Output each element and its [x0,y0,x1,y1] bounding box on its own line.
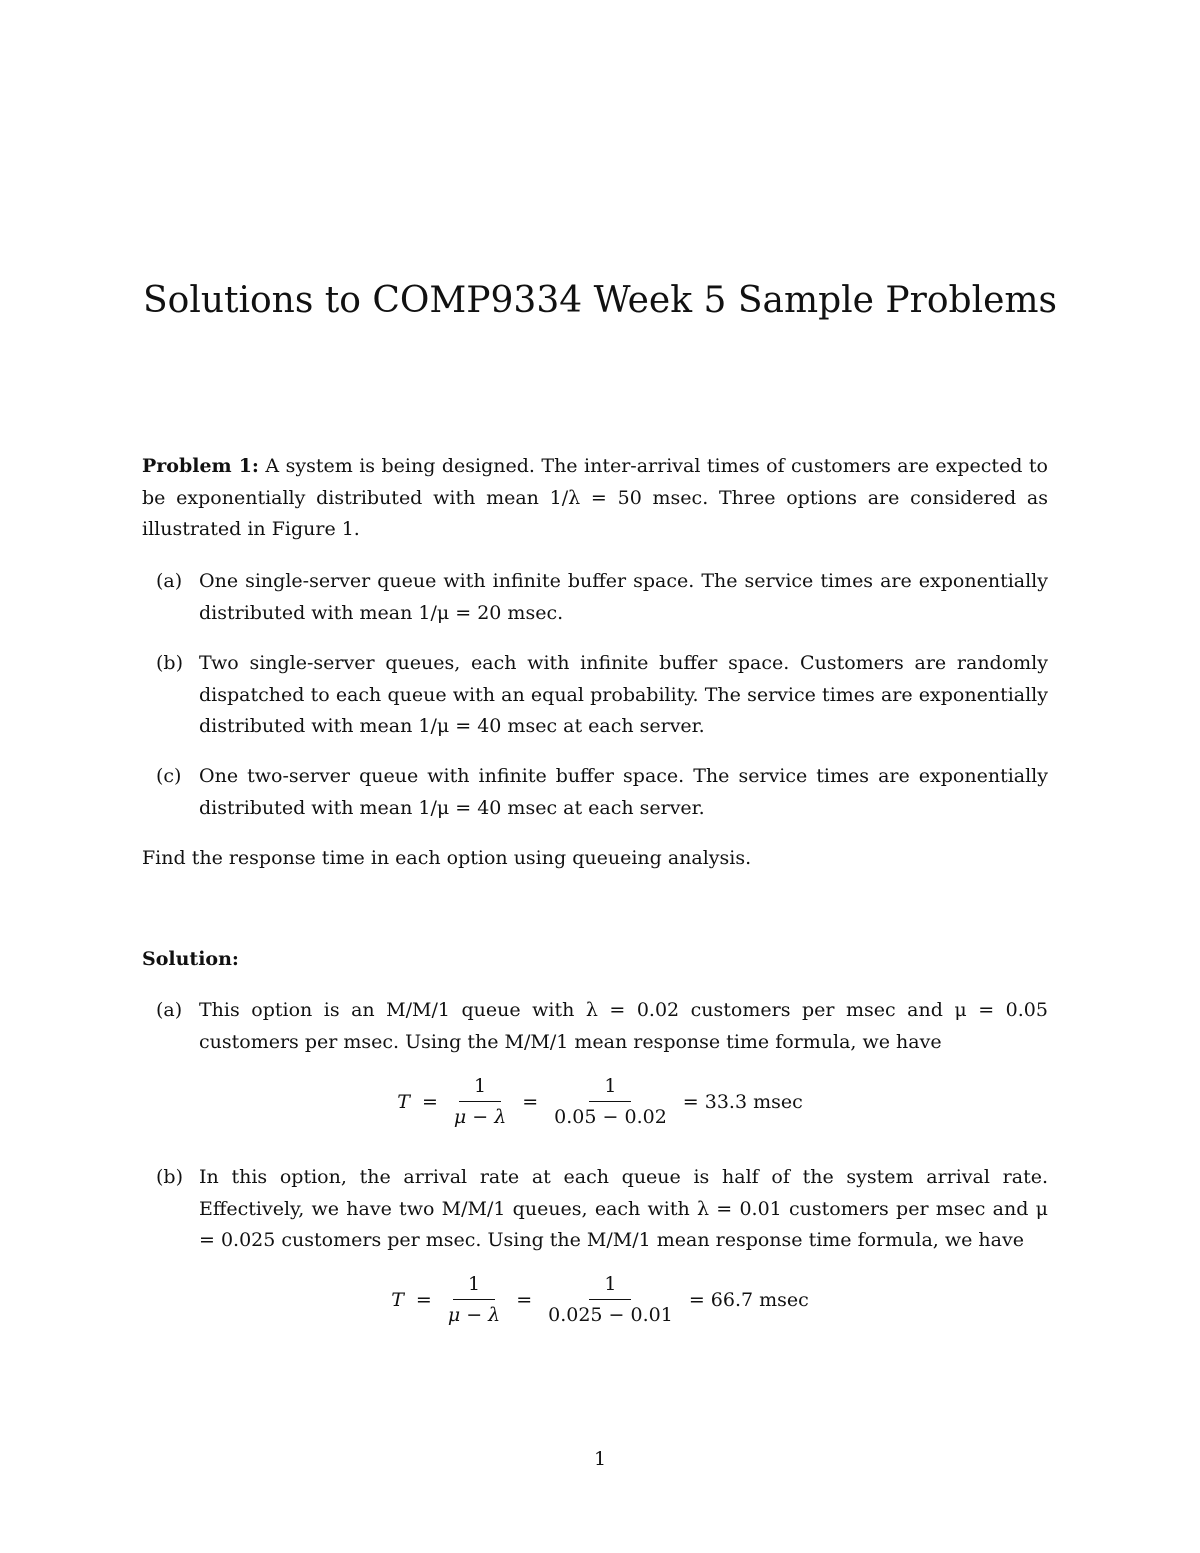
solution-text: This option is an M/M/1 queue with λ = 0.02 customers per msec and μ = 0.05 customers per msec. Using the M/M/1 mean response time formula, we have [199,999,1048,1053]
solution-part-a [156,995,1048,1058]
page-number: 1 [593,1448,607,1470]
fraction-denominator: 0.05 − 0.02 [554,1106,667,1128]
fraction [544,1075,677,1128]
equation-a: T = $\frac{1}{\mu - \lambda}$ = $\frac{1}{0.05 - 0.02}$ = 33.3 msec [0,1075,1200,1128]
option-c [156,761,1048,824]
solution-part-b [156,1162,1048,1257]
fraction-numerator: 1 [453,1273,495,1300]
problem-intro: A system is being designed. The inter-arrival times of customers are expected to be exponentially distributed with mean 1/λ = 50 msec. Three options are considered as illustrated in Figure 1. [142,455,1048,540]
fraction [444,1075,516,1128]
fraction-denominator: μ − λ [453,1106,507,1128]
problem-label: Problem 1: [142,455,259,477]
option-text: One single-server queue with infinite buffer space. The service times are exponentially distributed with mean 1/μ = 20 msec. [199,570,1048,624]
solution-label: (b) [156,1166,183,1188]
option-text: One two-server queue with infinite buffer space. The service times are exponentially distributed with mean 1/μ = 40 msec at each server. [199,765,1048,819]
equation-b: T = $\frac{1}{\mu - \lambda}$ = $\frac{1}{0.025 - 0.01}$ = 66.7 msec [0,1273,1200,1326]
fraction-numerator: 1 [459,1075,501,1102]
equation-lhs: T [391,1288,404,1311]
equation-result: = 33.3 msec [682,1090,803,1113]
problem-question: Find the response time in each option using queueing analysis. [142,847,752,869]
option-label: (c) [156,765,182,787]
fraction [538,1273,683,1326]
solution-label: (a) [156,999,183,1021]
fraction-denominator: μ − λ [447,1304,501,1326]
equation-lhs: T [397,1090,410,1113]
equation-result: = 66.7 msec [688,1288,809,1311]
option-b [156,648,1048,743]
option-label: (b) [156,652,183,674]
page-title: Solutions to COMP9334 Week 5 Sample Problems [142,280,1057,321]
solution-text: In this option, the arrival rate at each queue is half of the system arrival rate. Effectively, we have two M/M/1 queues, each with λ = 0.01 customers per msec and μ = 0.025 customers per msec. Using the M/M/1 mean response time formula, we have [199,1166,1048,1251]
problem-statement [142,451,1048,546]
fraction [438,1273,510,1326]
solution-heading: Solution: [142,948,239,970]
fraction-numerator: 1 [589,1273,631,1300]
fraction-numerator: 1 [589,1075,631,1102]
option-a [156,566,1048,629]
option-text: Two single-server queues, each with infinite buffer space. Customers are randomly dispatched to each queue with an equal probability. The service times are exponentially distributed with mean 1/μ = 40 msec at each server. [199,652,1048,737]
fraction-denominator: 0.025 − 0.01 [548,1304,673,1326]
option-label: (a) [156,570,183,592]
